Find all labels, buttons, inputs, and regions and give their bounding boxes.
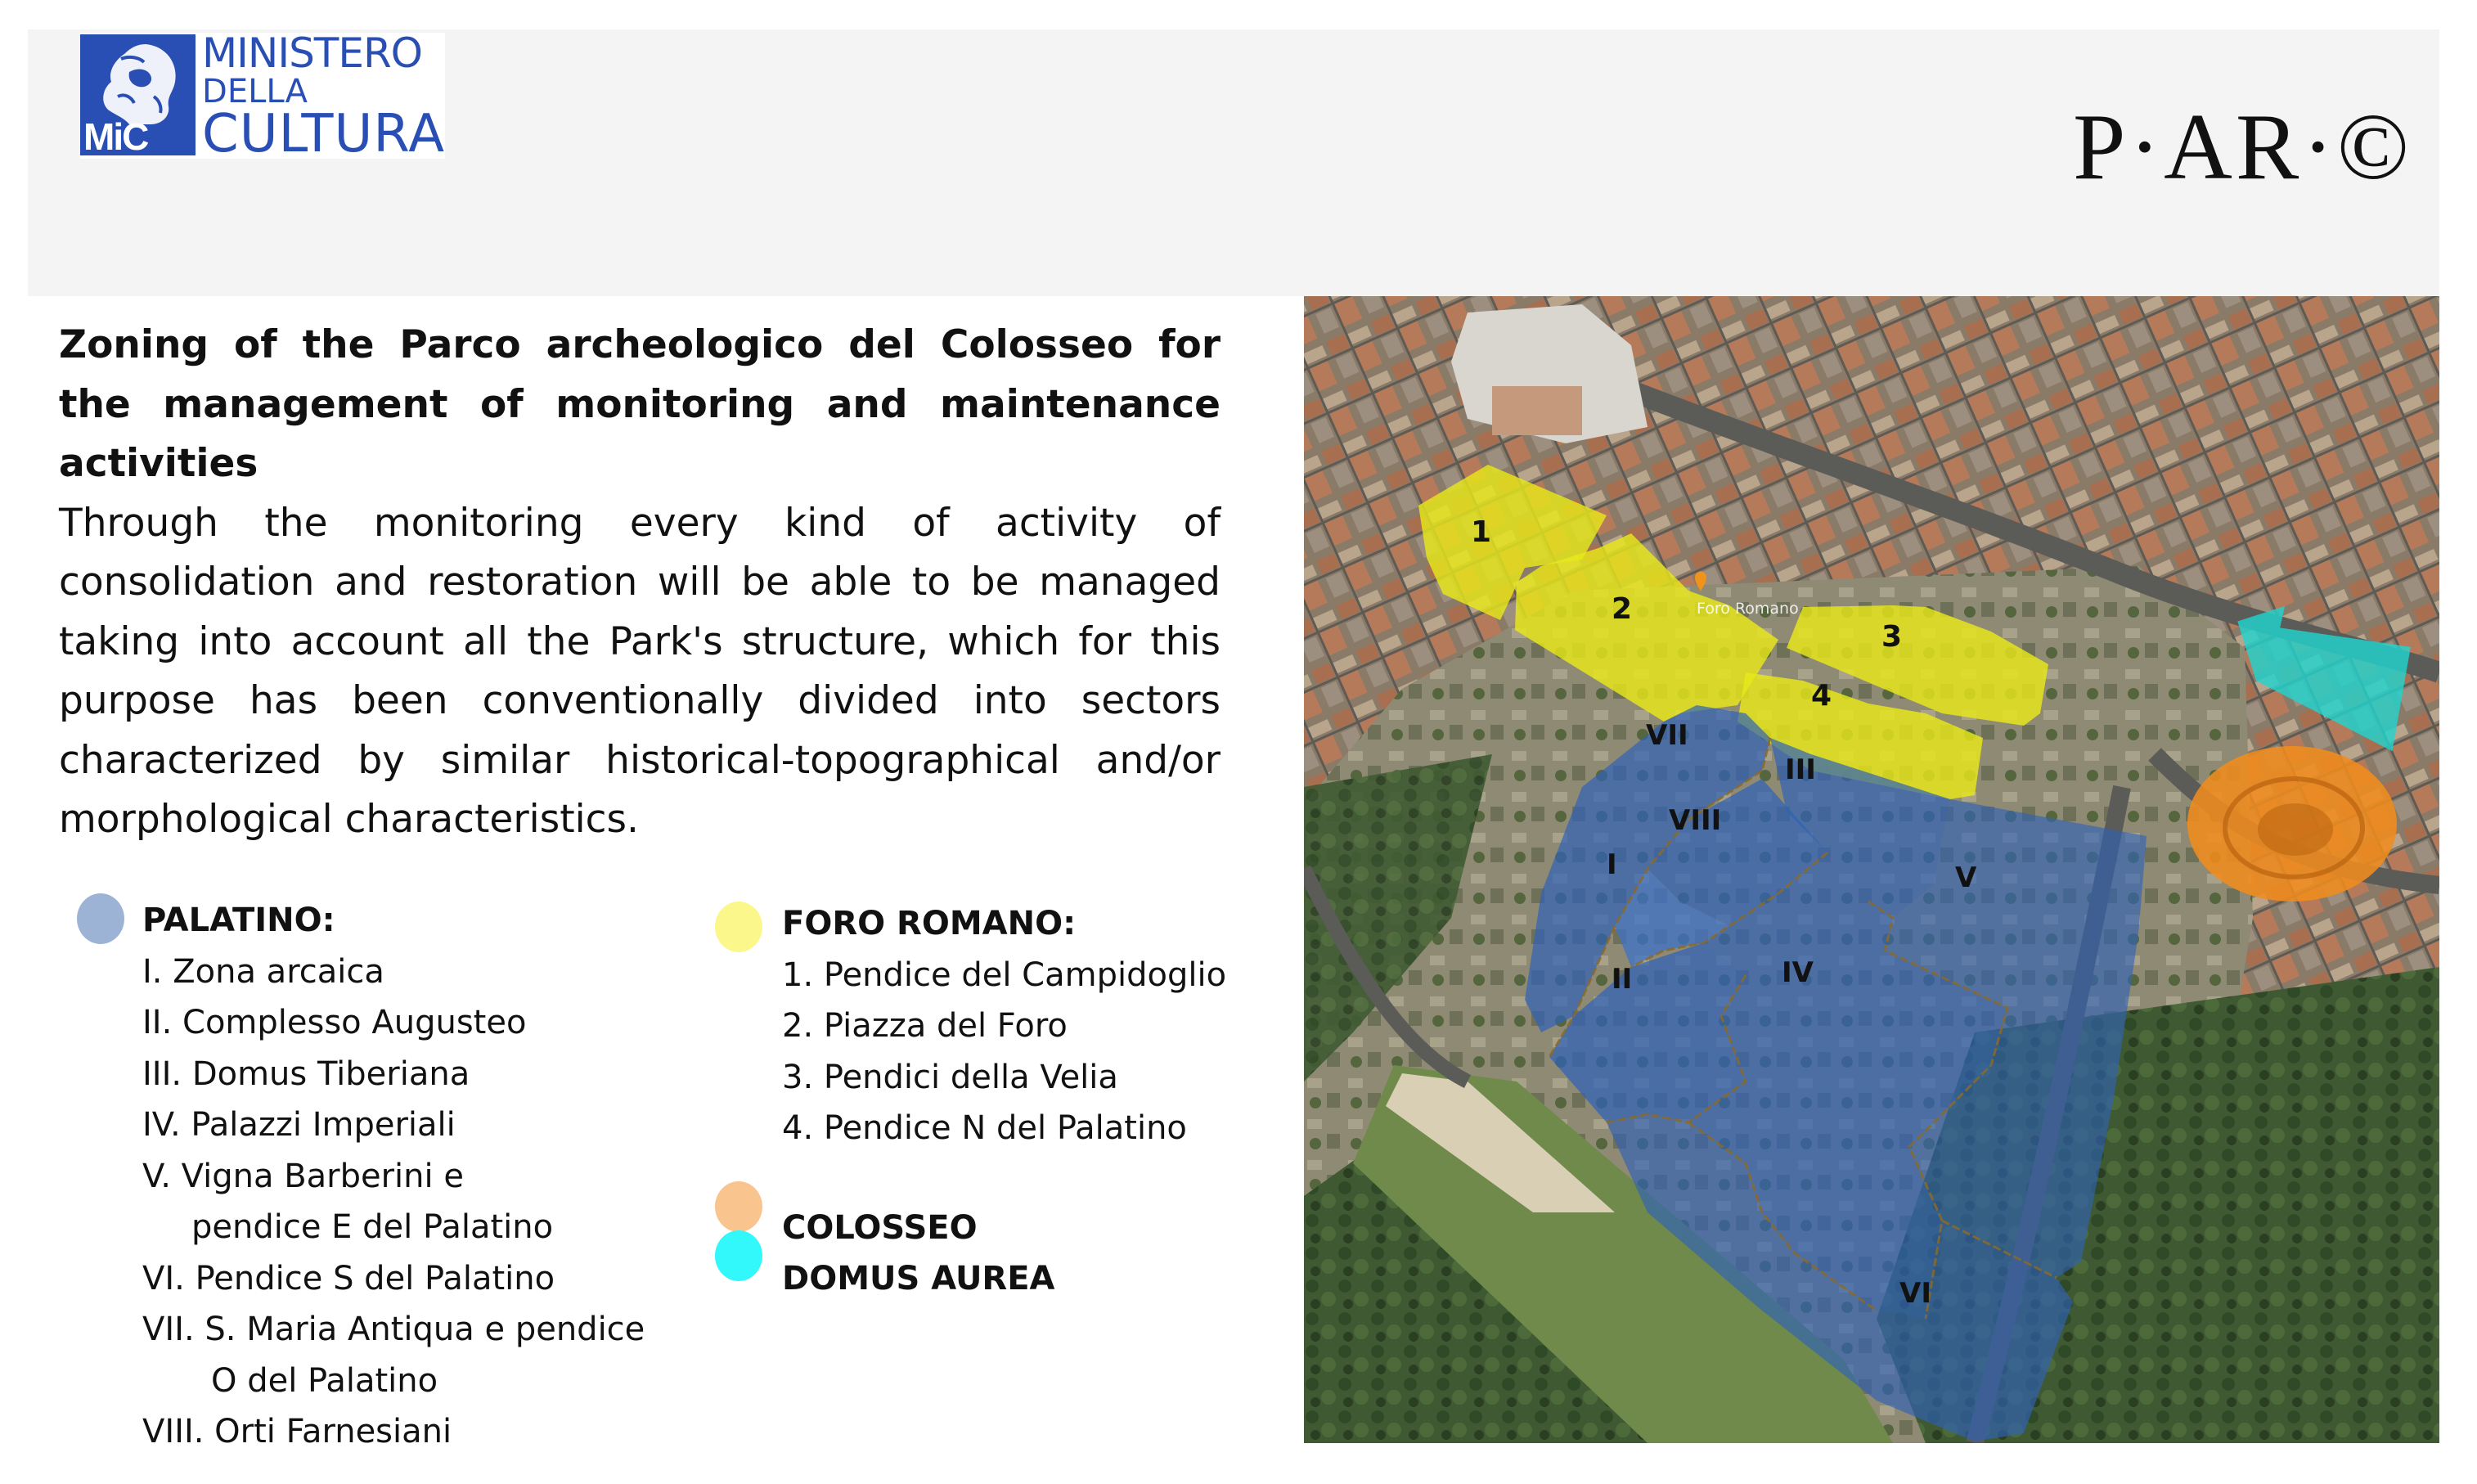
header-band [28, 29, 2439, 296]
zone-label-4: 4 [1811, 679, 1832, 713]
building [1492, 386, 1582, 435]
legend-item: 2. Piazza del Foro [782, 1007, 1068, 1045]
domus-aurea-color-swatch [715, 1230, 762, 1281]
legend-palatino-title: PALATINO: [142, 902, 335, 939]
logo-line-cultura: CULTURA [202, 104, 445, 164]
zone-label-3: 3 [1881, 620, 1903, 654]
foro-romano-map-label: Foro Romano [1697, 600, 1799, 618]
zone-label-I: I [1607, 848, 1617, 881]
mic-emblem-icon [80, 34, 196, 158]
legend-item: I. Zona arcaica [142, 952, 384, 991]
legend-item: II. Complesso Augusteo [142, 1004, 527, 1041]
zone-label-VIII: VIII [1669, 804, 1722, 837]
legend-item: 3. Pendici della Velia [782, 1058, 1118, 1096]
zone-label-1: 1 [1471, 515, 1492, 549]
colosseo-color-swatch [715, 1181, 762, 1232]
legend-item-continuation: pendice E del Palatino [191, 1208, 554, 1246]
map-canvas [1304, 296, 2439, 1443]
zone-label-VI: VI [1899, 1277, 1931, 1310]
page-title: Zoning of the Parco archeologico del Colosseo for the management of monitoring and maintenance activities [59, 322, 1221, 486]
zone-label-2: 2 [1612, 592, 1633, 626]
legend-foro-romano [782, 898, 1226, 1154]
logo-line-ministero: MINISTERO [202, 29, 423, 77]
aerial-zoning-map [1304, 296, 2439, 1443]
legend-item: 4. Pendice N del Palatino [782, 1109, 1187, 1147]
description-block [59, 316, 1221, 850]
foro-romano-color-swatch [715, 902, 762, 952]
legend-foro-romano-title: FORO ROMANO: [782, 905, 1077, 942]
legend-domus-aurea [782, 1253, 1055, 1305]
zone-label-VII: VII [1646, 719, 1688, 752]
legend-colosseo [782, 1203, 978, 1254]
colosseo-arena [2258, 803, 2333, 856]
legend-item: V. Vigna Barberini e [142, 1157, 464, 1195]
mic-mark-text: MiC [83, 115, 148, 158]
legend-item: VIII. Orti Farnesiani [142, 1413, 452, 1450]
statue-head-icon [97, 39, 187, 128]
legend-item: III. Domus Tiberiana [142, 1055, 470, 1093]
description-paragraph: Through the monitoring every kind of activity of consolidation and restoration will be able to be managed taking into account all the Park's structure, which for this purpose has been conventionally divided into sectors characterized by similar historical-topographical and/or morphological characteristics. [59, 500, 1221, 842]
parco-colosseo-logo: P·AR·© [2073, 95, 2413, 200]
legend-item: VI. Pendice S del Palatino [142, 1259, 555, 1297]
legend-item: 1. Pendice del Campidoglio [782, 956, 1227, 994]
legend-item-continuation: O del Palatino [211, 1361, 438, 1400]
zone-label-II: II [1612, 963, 1633, 996]
zone-label-III: III [1785, 753, 1816, 786]
legend-item: VII. S. Maria Antiqua e pendice [142, 1311, 645, 1348]
legend-palatino [142, 895, 645, 1458]
logo-line-della: DELLA [202, 73, 308, 110]
ministero-wordmark [196, 29, 445, 164]
legend-domus-aurea-title: DOMUS AUREA [782, 1260, 1055, 1297]
ministero-della-cultura-logo [80, 29, 445, 164]
legend-item: IV. Palazzi Imperiali [142, 1106, 456, 1144]
zone-label-IV: IV [1782, 956, 1814, 989]
legend-colosseo-title: COLOSSEO [782, 1209, 978, 1247]
zone-label-V: V [1955, 861, 1977, 894]
palatino-color-swatch [77, 893, 124, 944]
